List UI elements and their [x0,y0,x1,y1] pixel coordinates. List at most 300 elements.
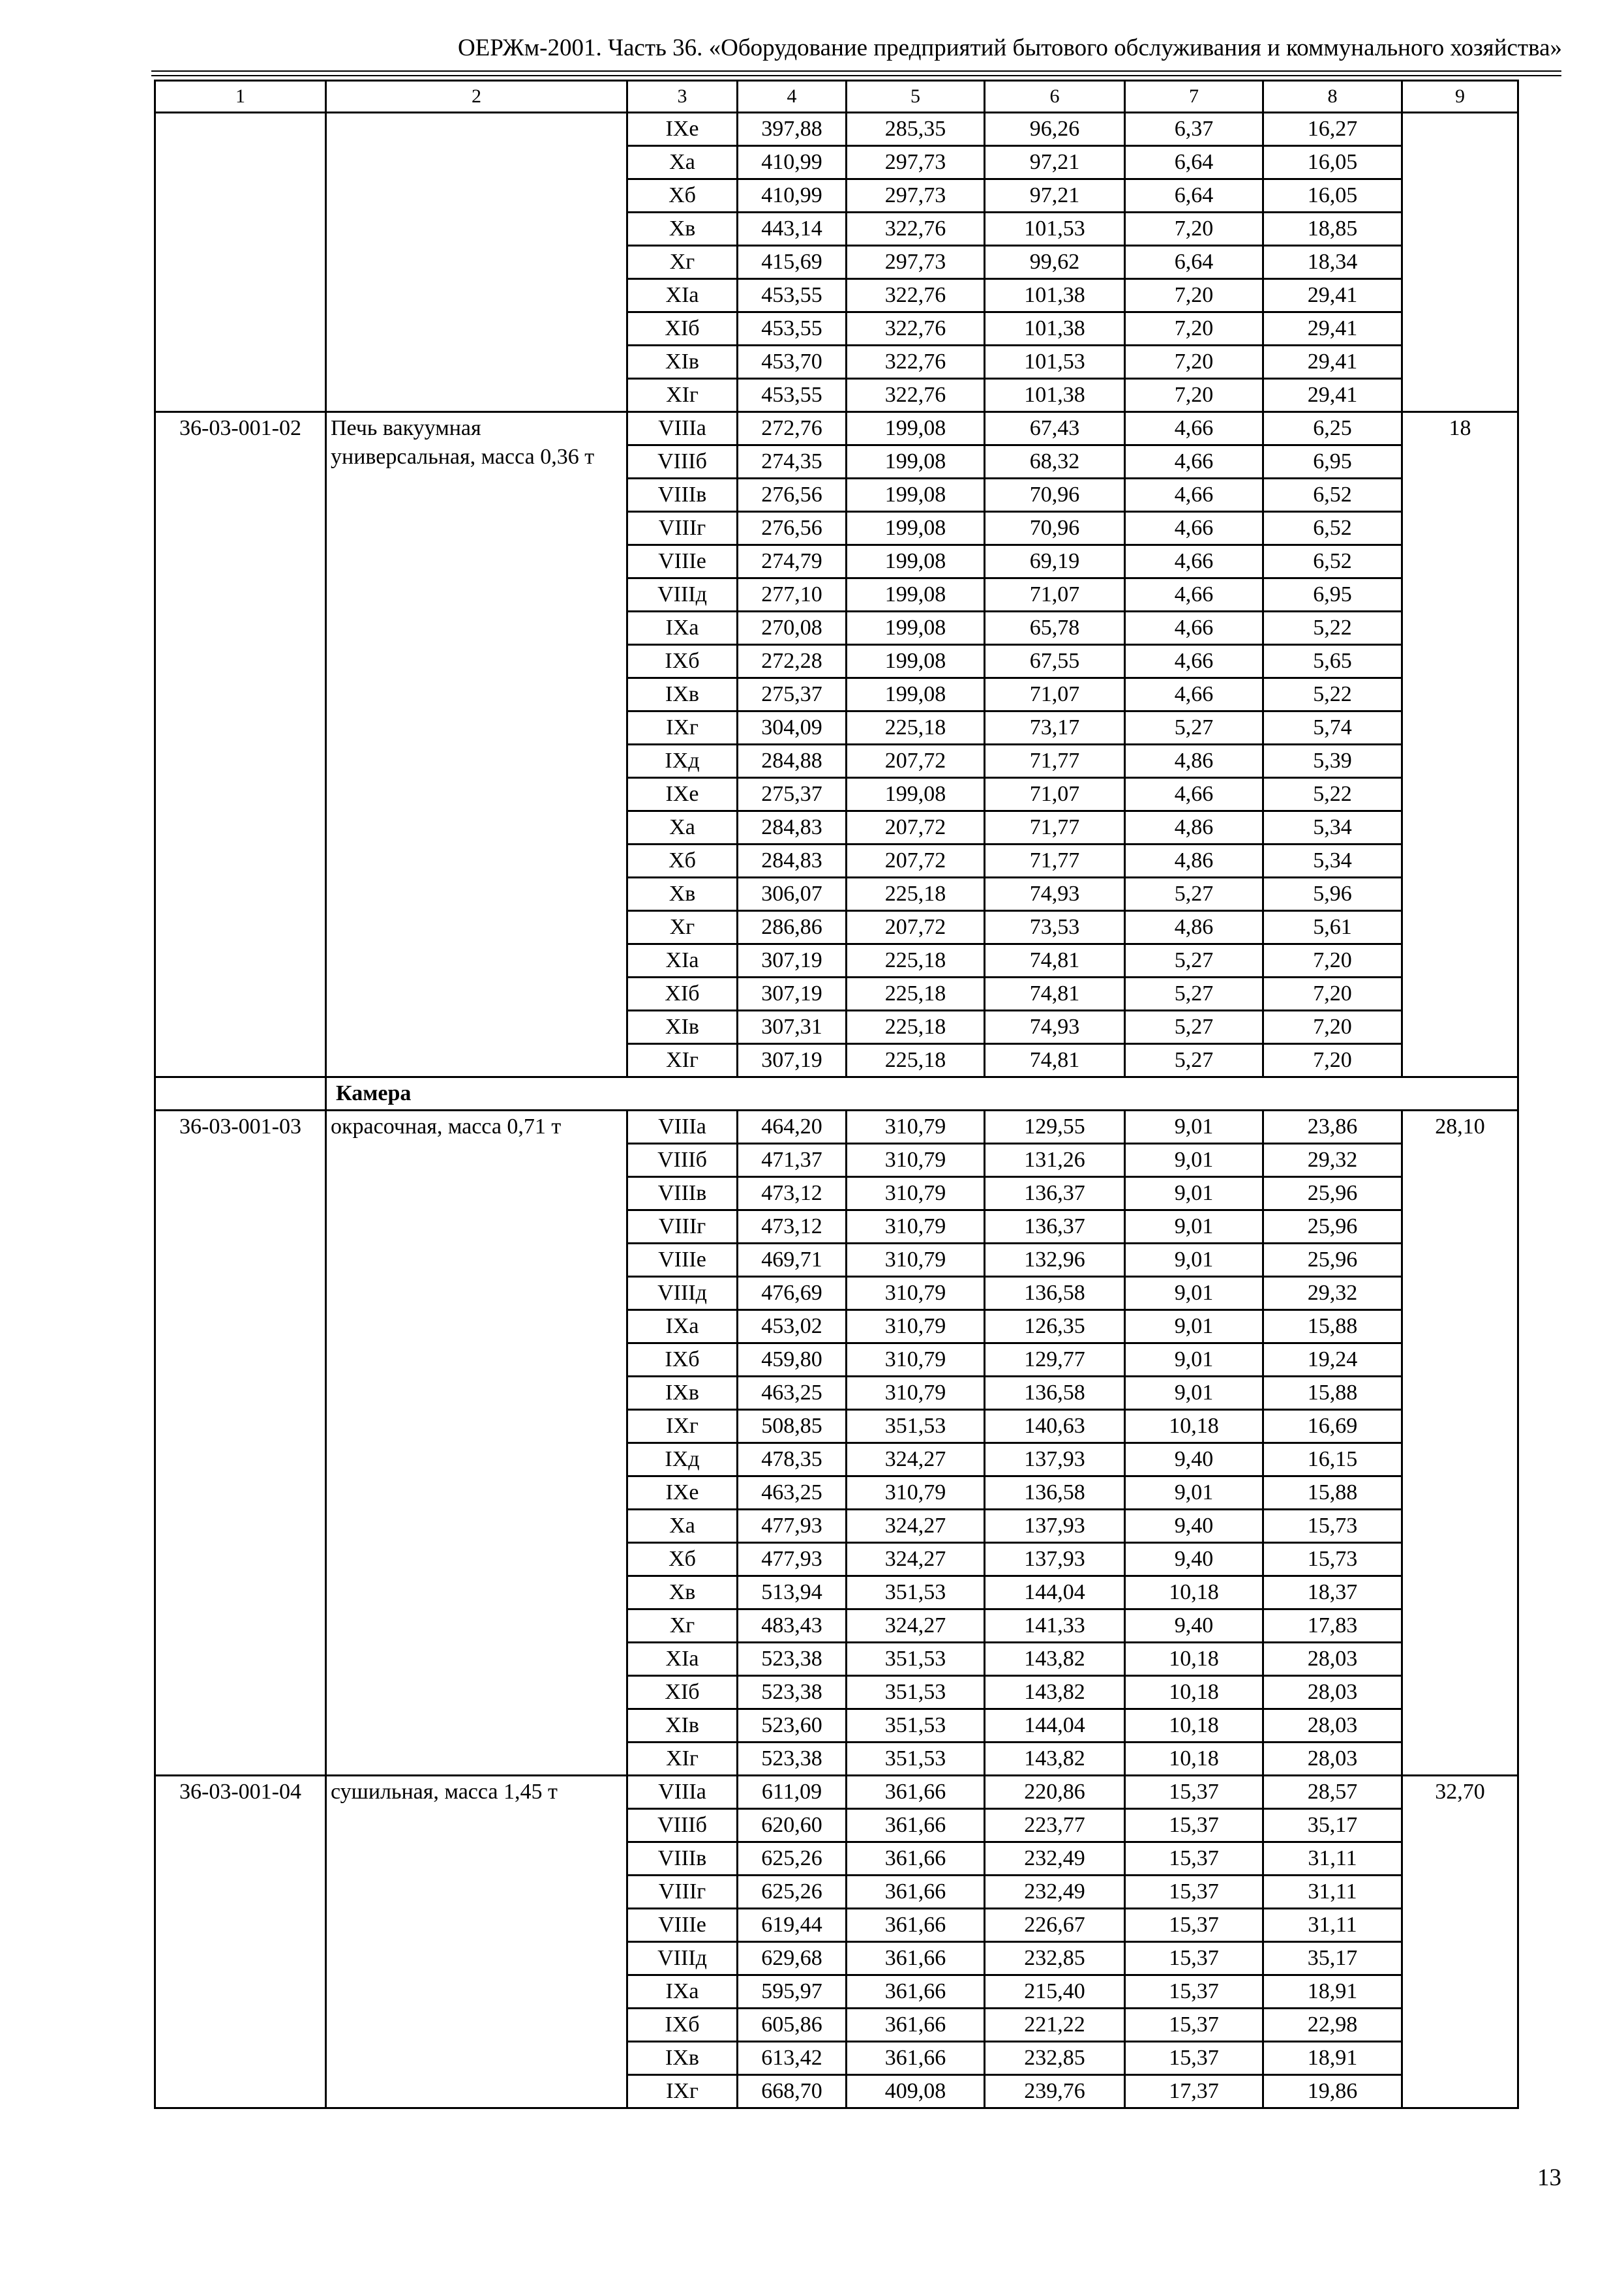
wages-cell: 409,08 [847,2075,985,2108]
machines-cell: 101,38 [985,279,1125,312]
materials-cell: 29,41 [1263,312,1402,346]
machinist-wages-cell: 4,66 [1125,778,1263,811]
machinist-wages-cell: 5,27 [1125,1011,1263,1044]
column-number: 1 [155,81,326,113]
materials-cell: 31,11 [1263,1909,1402,1942]
machinist-wages-cell: 5,27 [1125,878,1263,911]
variant-cell: IXг [627,1410,738,1443]
wages-cell: 361,66 [847,1909,985,1942]
variant-cell: XIг [627,1044,738,1077]
materials-cell: 29,41 [1263,279,1402,312]
total-cost-cell: 307,19 [738,978,847,1011]
variant-cell: Xв [627,878,738,911]
machines-cell: 140,63 [985,1410,1125,1443]
wages-cell: 310,79 [847,1210,985,1244]
machines-cell: 74,81 [985,978,1125,1011]
total-cost-cell: 477,93 [738,1543,847,1576]
column-number: 8 [1263,81,1402,113]
wages-cell: 322,76 [847,279,985,312]
variant-cell: XIв [627,346,738,379]
machinist-wages-cell: 6,64 [1125,246,1263,279]
total-cost-cell: 284,83 [738,811,847,845]
materials-cell: 16,69 [1263,1410,1402,1443]
variant-cell: Xб [627,1543,738,1576]
machinist-wages-cell: 9,01 [1125,1277,1263,1310]
wages-cell: 310,79 [847,1111,985,1144]
total-cost-cell: 275,37 [738,778,847,811]
machines-cell: 70,96 [985,512,1125,545]
materials-cell: 18,34 [1263,246,1402,279]
materials-cell: 17,83 [1263,1609,1402,1643]
materials-cell: 19,24 [1263,1343,1402,1377]
machinist-wages-cell: 15,37 [1125,1975,1263,2009]
machinist-wages-cell: 4,86 [1125,745,1263,778]
total-cost-cell: 595,97 [738,1975,847,2009]
machinist-wages-cell: 4,66 [1125,545,1263,578]
machines-cell: 226,67 [985,1909,1125,1942]
machinist-wages-cell: 4,86 [1125,911,1263,944]
machinist-wages-cell: 9,01 [1125,1210,1263,1244]
section-title: Камера [326,1077,1518,1111]
total-cost-cell: 620,60 [738,1809,847,1842]
total-cost-cell: 284,88 [738,745,847,778]
wages-cell: 199,08 [847,778,985,811]
wages-cell: 199,08 [847,512,985,545]
table-row [155,113,1518,146]
materials-cell: 6,52 [1263,512,1402,545]
machinist-wages-cell: 6,64 [1125,179,1263,213]
variant-cell: VIIIб [627,1809,738,1842]
wages-cell: 310,79 [847,1343,985,1377]
total-cost-cell: 613,42 [738,2042,847,2075]
materials-cell: 18,85 [1263,213,1402,246]
wages-cell: 199,08 [847,545,985,578]
total-cost-cell: 629,68 [738,1942,847,1975]
column-number: 4 [738,81,847,113]
materials-cell: 15,88 [1263,1310,1402,1343]
wages-cell: 351,53 [847,1410,985,1443]
total-cost-cell: 306,07 [738,878,847,911]
column-number: 6 [985,81,1125,113]
machinist-wages-cell: 9,40 [1125,1510,1263,1543]
machinist-wages-cell: 10,18 [1125,1676,1263,1709]
machinist-wages-cell: 5,27 [1125,944,1263,978]
materials-cell: 16,27 [1263,113,1402,146]
materials-cell: 6,52 [1263,479,1402,512]
wages-cell: 207,72 [847,845,985,878]
column-number: 9 [1402,81,1518,113]
materials-cell: 16,05 [1263,146,1402,179]
variant-cell: VIIIе [627,545,738,578]
materials-cell: 5,34 [1263,811,1402,845]
machinist-wages-cell: 7,20 [1125,213,1263,246]
total-cost-cell: 668,70 [738,2075,847,2108]
machines-cell: 221,22 [985,2009,1125,2042]
wages-cell: 324,27 [847,1609,985,1643]
total-cost-cell: 523,38 [738,1743,847,1776]
materials-cell: 28,03 [1263,1743,1402,1776]
wages-cell: 324,27 [847,1510,985,1543]
materials-cell: 31,11 [1263,1876,1402,1909]
total-cost-cell: 453,70 [738,346,847,379]
variant-cell: VIIIв [627,1177,738,1210]
machines-cell: 131,26 [985,1144,1125,1177]
machines-cell: 65,78 [985,612,1125,645]
materials-cell: 29,32 [1263,1277,1402,1310]
machines-cell: 129,77 [985,1343,1125,1377]
machinist-wages-cell: 9,01 [1125,1244,1263,1277]
machines-cell: 74,81 [985,944,1125,978]
table-row [155,412,1518,445]
machines-cell: 67,43 [985,412,1125,445]
machinist-wages-cell: 4,66 [1125,445,1263,479]
variant-cell: XIа [627,279,738,312]
machinist-wages-cell: 6,37 [1125,113,1263,146]
total-cost-cell: 453,55 [738,379,847,412]
materials-cell: 16,05 [1263,179,1402,213]
machines-cell: 136,37 [985,1177,1125,1210]
wages-cell: 361,66 [847,1942,985,1975]
machines-cell: 137,93 [985,1510,1125,1543]
machines-cell: 71,77 [985,745,1125,778]
machines-cell: 101,53 [985,213,1125,246]
variant-cell: IXб [627,2009,738,2042]
machinist-wages-cell: 5,27 [1125,978,1263,1011]
machinist-wages-cell: 15,37 [1125,1809,1263,1842]
variant-cell: IXв [627,1377,738,1410]
materials-cell: 7,20 [1263,944,1402,978]
machinist-wages-cell: 15,37 [1125,1909,1263,1942]
machines-cell: 143,82 [985,1743,1125,1776]
variant-cell: Xа [627,146,738,179]
variant-cell: IXг [627,2075,738,2108]
machines-cell: 101,38 [985,312,1125,346]
machines-cell: 96,26 [985,113,1125,146]
materials-cell: 5,22 [1263,778,1402,811]
section-row [155,1077,1518,1111]
machines-cell: 97,21 [985,146,1125,179]
machinist-wages-cell: 9,40 [1125,1443,1263,1476]
machinist-wages-cell: 10,18 [1125,1709,1263,1743]
materials-cell: 28,03 [1263,1709,1402,1743]
machines-cell: 67,55 [985,645,1125,678]
materials-cell: 15,88 [1263,1377,1402,1410]
variant-cell: VIIIв [627,479,738,512]
machines-cell: 69,19 [985,545,1125,578]
machines-cell: 232,49 [985,1842,1125,1876]
rates-table [154,80,1519,2109]
column-number: 3 [627,81,738,113]
total-cost-cell: 611,09 [738,1776,847,1809]
variant-cell: XIг [627,1743,738,1776]
machinist-wages-cell: 4,66 [1125,612,1263,645]
materials-cell: 25,96 [1263,1210,1402,1244]
machinist-wages-cell: 9,01 [1125,1144,1263,1177]
total-cost-cell: 286,86 [738,911,847,944]
variant-cell: IXе [627,113,738,146]
total-cost-cell: 625,26 [738,1842,847,1876]
machinist-wages-cell: 5,27 [1125,711,1263,745]
table-row [155,1776,1518,1809]
machines-cell: 144,04 [985,1576,1125,1609]
wages-cell: 361,66 [847,1876,985,1909]
variant-cell: VIIIг [627,1876,738,1909]
wages-cell: 207,72 [847,911,985,944]
wages-cell: 207,72 [847,745,985,778]
page-header: ОЕРЖм-2001. Часть 36. «Оборудование предприятий бытового обслуживания и коммунального хозяйства» [457,35,1562,61]
variant-cell: VIIIе [627,1244,738,1277]
variant-cell: XIг [627,379,738,412]
machines-cell: 74,93 [985,878,1125,911]
machines-cell: 137,93 [985,1543,1125,1576]
wages-cell: 322,76 [847,346,985,379]
name-cell: сушильная, масса 1,45 т [326,1776,627,2108]
materials-cell: 6,25 [1263,412,1402,445]
machinist-wages-cell: 10,18 [1125,1410,1263,1443]
machines-cell: 239,76 [985,2075,1125,2108]
machinist-wages-cell: 17,37 [1125,2075,1263,2108]
machinist-wages-cell: 5,27 [1125,1044,1263,1077]
materials-cell: 31,11 [1263,1842,1402,1876]
wages-cell: 324,27 [847,1443,985,1476]
section-code-cell [155,1077,326,1111]
total-cost-cell: 464,20 [738,1111,847,1144]
wages-cell: 199,08 [847,645,985,678]
machinist-wages-cell: 7,20 [1125,279,1263,312]
machines-cell: 71,07 [985,578,1125,612]
variant-cell: XIб [627,978,738,1011]
code-cell [155,113,326,412]
total-cost-cell: 619,44 [738,1909,847,1942]
col9-cell: 28,10 [1402,1111,1518,1776]
column-number-row [155,81,1518,113]
machinist-wages-cell: 10,18 [1125,1576,1263,1609]
materials-cell: 28,57 [1263,1776,1402,1809]
wages-cell: 199,08 [847,445,985,479]
machines-cell: 71,07 [985,778,1125,811]
machinist-wages-cell: 9,01 [1125,1111,1263,1144]
wages-cell: 351,53 [847,1709,985,1743]
wages-cell: 361,66 [847,2009,985,2042]
variant-cell: VIIIб [627,445,738,479]
wages-cell: 310,79 [847,1244,985,1277]
materials-cell: 6,95 [1263,578,1402,612]
column-number: 5 [847,81,985,113]
machines-cell: 232,49 [985,1876,1125,1909]
materials-cell: 18,37 [1263,1576,1402,1609]
code-cell: 36-03-001-02 [155,412,326,1077]
variant-cell: VIIIе [627,1909,738,1942]
variant-cell: XIв [627,1011,738,1044]
variant-cell: VIIIа [627,1111,738,1144]
wages-cell: 310,79 [847,1277,985,1310]
machines-cell: 136,58 [985,1377,1125,1410]
variant-cell: IXд [627,745,738,778]
wages-cell: 199,08 [847,678,985,711]
variant-cell: Xб [627,845,738,878]
wages-cell: 310,79 [847,1377,985,1410]
total-cost-cell: 508,85 [738,1410,847,1443]
variant-cell: IXб [627,645,738,678]
materials-cell: 5,22 [1263,678,1402,711]
wages-cell: 225,18 [847,1011,985,1044]
total-cost-cell: 453,02 [738,1310,847,1343]
machinist-wages-cell: 9,01 [1125,1476,1263,1510]
header-rule [151,70,1561,72]
wages-cell: 225,18 [847,978,985,1011]
wages-cell: 351,53 [847,1576,985,1609]
machinist-wages-cell: 4,66 [1125,479,1263,512]
machinist-wages-cell: 9,01 [1125,1343,1263,1377]
variant-cell: VIIIд [627,578,738,612]
machinist-wages-cell: 4,66 [1125,412,1263,445]
machines-cell: 136,58 [985,1476,1125,1510]
wages-cell: 351,53 [847,1676,985,1709]
machines-cell: 70,96 [985,479,1125,512]
total-cost-cell: 453,55 [738,279,847,312]
machines-cell: 74,93 [985,1011,1125,1044]
total-cost-cell: 477,93 [738,1510,847,1543]
variant-cell: IXв [627,678,738,711]
total-cost-cell: 272,76 [738,412,847,445]
variant-cell: VIIIг [627,512,738,545]
total-cost-cell: 307,19 [738,1044,847,1077]
wages-cell: 225,18 [847,1044,985,1077]
machinist-wages-cell: 4,66 [1125,678,1263,711]
materials-cell: 6,52 [1263,545,1402,578]
variant-cell: XIа [627,1643,738,1676]
machinist-wages-cell: 4,86 [1125,811,1263,845]
total-cost-cell: 410,99 [738,146,847,179]
machinist-wages-cell: 15,37 [1125,1776,1263,1809]
machinist-wages-cell: 9,01 [1125,1310,1263,1343]
variant-cell: XIа [627,944,738,978]
materials-cell: 25,96 [1263,1244,1402,1277]
wages-cell: 361,66 [847,1809,985,1842]
table-row [155,1111,1518,1144]
materials-cell: 5,74 [1263,711,1402,745]
variant-cell: Xг [627,911,738,944]
variant-cell: IXа [627,612,738,645]
machinist-wages-cell: 15,37 [1125,1842,1263,1876]
wages-cell: 324,27 [847,1543,985,1576]
col9-cell: 18 [1402,412,1518,1077]
machines-cell: 73,17 [985,711,1125,745]
machinist-wages-cell: 15,37 [1125,1942,1263,1975]
materials-cell: 28,03 [1263,1676,1402,1709]
wages-cell: 351,53 [847,1643,985,1676]
machinist-wages-cell: 6,64 [1125,146,1263,179]
total-cost-cell: 443,14 [738,213,847,246]
machinist-wages-cell: 9,40 [1125,1609,1263,1643]
machines-cell: 71,77 [985,811,1125,845]
wages-cell: 199,08 [847,612,985,645]
total-cost-cell: 453,55 [738,312,847,346]
wages-cell: 310,79 [847,1177,985,1210]
machines-cell: 144,04 [985,1709,1125,1743]
wages-cell: 310,79 [847,1310,985,1343]
machines-cell: 97,21 [985,179,1125,213]
materials-cell: 35,17 [1263,1942,1402,1975]
wages-cell: 322,76 [847,213,985,246]
machines-cell: 129,55 [985,1111,1125,1144]
variant-cell: IXа [627,1310,738,1343]
variant-cell: XIв [627,1709,738,1743]
wages-cell: 199,08 [847,412,985,445]
machines-cell: 68,32 [985,445,1125,479]
machines-cell: 101,38 [985,379,1125,412]
machinist-wages-cell: 9,40 [1125,1543,1263,1576]
variant-cell: Xб [627,179,738,213]
total-cost-cell: 625,26 [738,1876,847,1909]
header-rule [151,75,1561,76]
total-cost-cell: 415,69 [738,246,847,279]
wages-cell: 322,76 [847,379,985,412]
total-cost-cell: 397,88 [738,113,847,146]
variant-cell: IXв [627,2042,738,2075]
wages-cell: 297,73 [847,146,985,179]
wages-cell: 361,66 [847,2042,985,2075]
materials-cell: 5,61 [1263,911,1402,944]
materials-cell: 23,86 [1263,1111,1402,1144]
variant-cell: IXе [627,1476,738,1510]
materials-cell: 35,17 [1263,1809,1402,1842]
code-cell: 36-03-001-03 [155,1111,326,1776]
materials-cell: 5,39 [1263,745,1402,778]
machines-cell: 220,86 [985,1776,1125,1809]
total-cost-cell: 473,12 [738,1210,847,1244]
wages-cell: 199,08 [847,479,985,512]
variant-cell: VIIIв [627,1842,738,1876]
machines-cell: 101,53 [985,346,1125,379]
variant-cell: VIIIг [627,1210,738,1244]
total-cost-cell: 410,99 [738,179,847,213]
machines-cell: 99,62 [985,246,1125,279]
materials-cell: 6,95 [1263,445,1402,479]
page-number: 13 [1537,2164,1561,2191]
col9-cell [1402,113,1518,412]
total-cost-cell: 476,69 [738,1277,847,1310]
wages-cell: 361,66 [847,1842,985,1876]
materials-cell: 5,34 [1263,845,1402,878]
wages-cell: 361,66 [847,1975,985,2009]
wages-cell: 361,66 [847,1776,985,1809]
wages-cell: 322,76 [847,312,985,346]
materials-cell: 25,96 [1263,1177,1402,1210]
machinist-wages-cell: 7,20 [1125,379,1263,412]
variant-cell: IXб [627,1343,738,1377]
wages-cell: 310,79 [847,1144,985,1177]
total-cost-cell: 469,71 [738,1244,847,1277]
wages-cell: 199,08 [847,578,985,612]
materials-cell: 7,20 [1263,978,1402,1011]
total-cost-cell: 307,31 [738,1011,847,1044]
total-cost-cell: 523,38 [738,1676,847,1709]
variant-cell: Xа [627,1510,738,1543]
variant-cell: IXе [627,778,738,811]
total-cost-cell: 605,86 [738,2009,847,2042]
wages-cell: 310,79 [847,1476,985,1510]
machines-cell: 223,77 [985,1809,1125,1842]
total-cost-cell: 463,25 [738,1377,847,1410]
wages-cell: 225,18 [847,878,985,911]
machinist-wages-cell: 10,18 [1125,1643,1263,1676]
materials-cell: 29,41 [1263,346,1402,379]
total-cost-cell: 523,38 [738,1643,847,1676]
machines-cell: 126,35 [985,1310,1125,1343]
total-cost-cell: 270,08 [738,612,847,645]
machinist-wages-cell: 15,37 [1125,2042,1263,2075]
